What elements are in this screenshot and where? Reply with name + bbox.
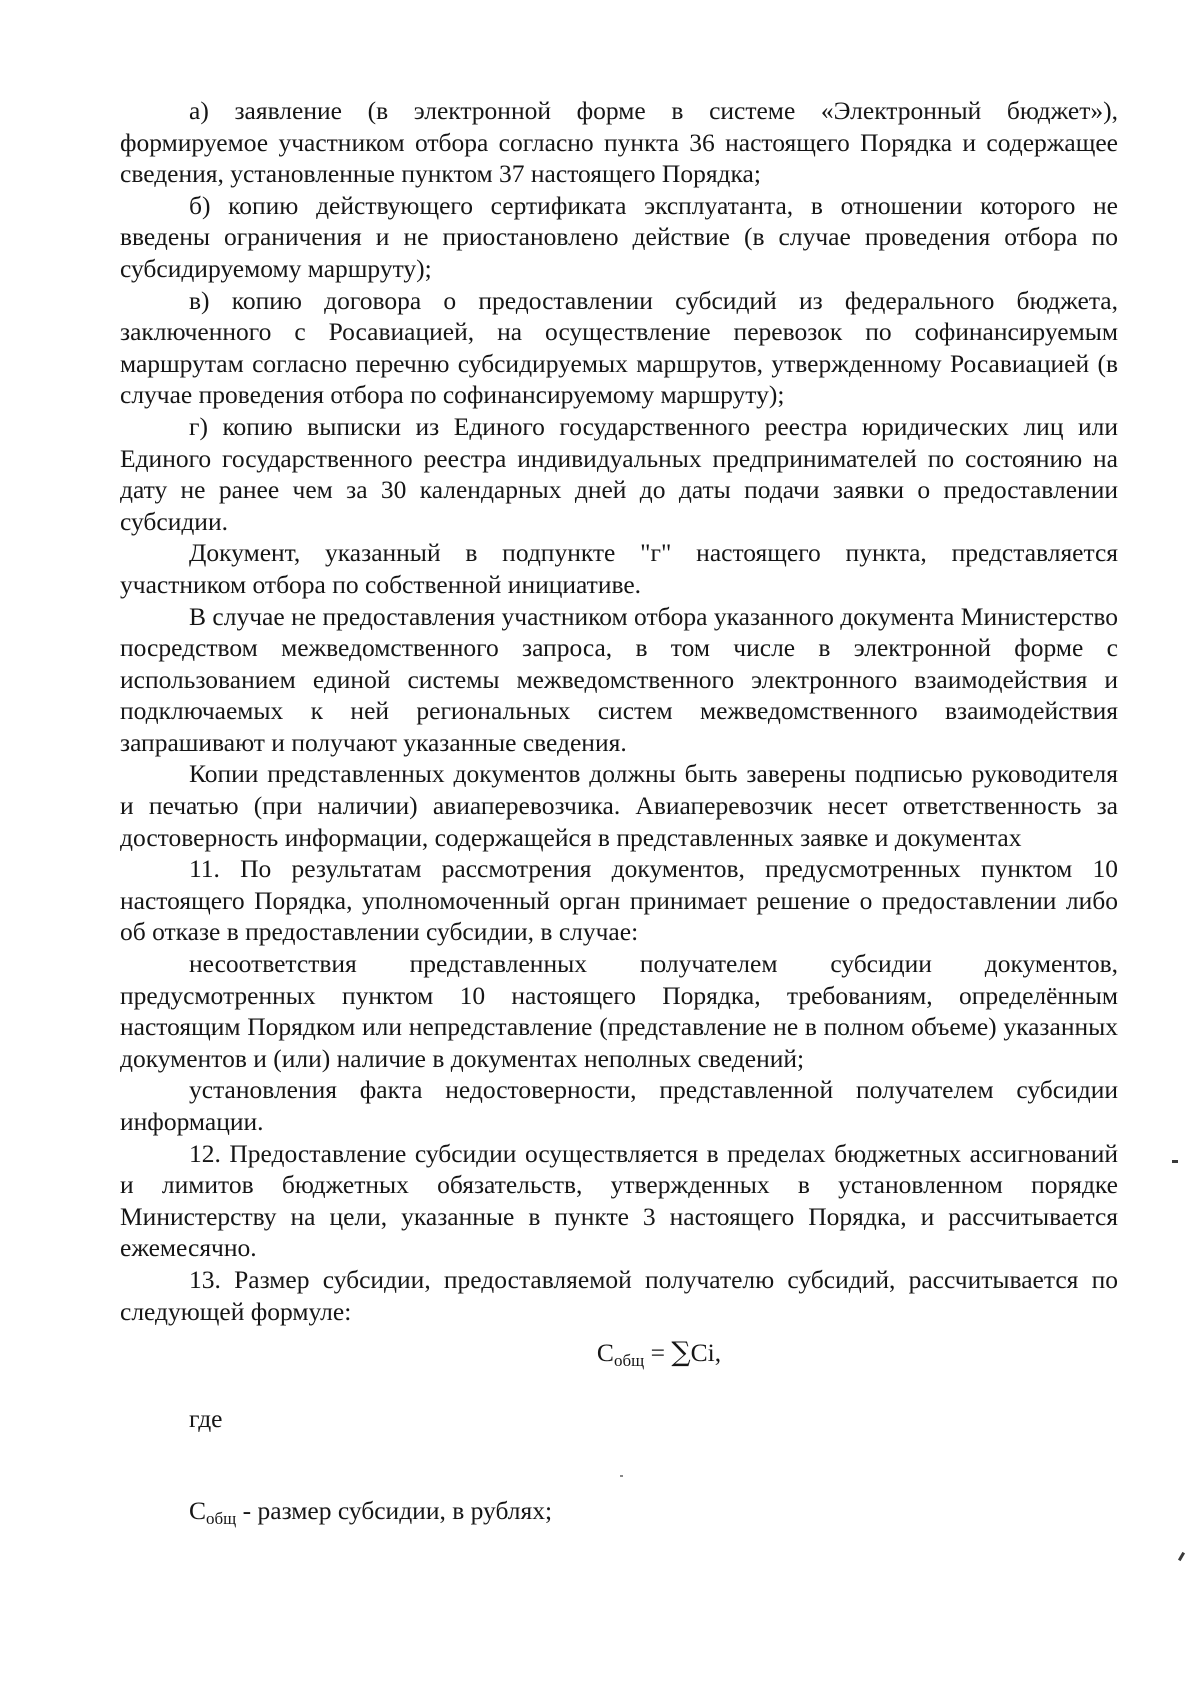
paragraph-a: а) заявление (в электронной форме в системе «Электронный бюджет»), формируемое участником отбора согласно пункта 36 настоящего Порядка и содержащее сведения, установленные пунктом 37 настоящего Порядка; xyxy=(120,96,1118,189)
formula-lhs: С xyxy=(596,1338,614,1368)
definition-symbol-subscript: общ xyxy=(206,1508,237,1528)
paragraph-b: б) копию действующего сертификата эксплуатанта, в отношении которого не введены ограничения и не приостановлено действие (в случае проведения отбора по субсидируемому маршруту); xyxy=(120,190,1118,283)
scan-speck xyxy=(620,1475,623,1477)
definition-text: - размер субсидии, в рублях; xyxy=(236,1495,553,1525)
formula-lhs-subscript: общ xyxy=(613,1351,645,1371)
definition-symbol: С xyxy=(189,1495,207,1525)
paragraph-12: 12. Предоставление субсидии осуществляется в пределах бюджетных ассигнований и лимитов бюджетных обязательств, утвержденных в установленном порядке Министерству на цели, указанные в пункте 3 настоящего Порядка, и рассчитывается ежемесячно. xyxy=(120,1138,1118,1263)
paragraph-11: 11. По результатам рассмотрения документов, предусмотренных пунктом 10 настоящего Порядка, уполномоченный орган принимает решение о предоставлении либо об отказе в предоставлении субсидии, в случае: xyxy=(120,854,1118,947)
formula-equals: = xyxy=(644,1338,672,1368)
paragraph-v: в) копию договора о предоставлении субсидий из федерального бюджета, заключенного с Росавиацией, на осуществление перевозок по софинансируемым маршрутам согласно перечню субсидируемых маршрутов, утвержденному Росавиацией (в случае проведения отбора по софинансируемому маршруту); xyxy=(120,285,1118,410)
scan-speck xyxy=(1172,1160,1178,1163)
paragraph-g: г) копию выписки из Единого государственного реестра юридических лиц или Единого государственного реестра индивидуальных предпринимателей по состоянию на дату не ранее чем за 30 календарных дней до даты подачи заявки о предоставлении субсидии. xyxy=(120,411,1118,536)
paragraph-unreliability: установления факта недостоверности, представленной получателем субсидии информации. xyxy=(120,1075,1118,1136)
paragraph-document-note: Документ, указанный в подпункте "г" настоящего пункта, представляется участником отбора по собственной инициативе. xyxy=(120,538,1118,599)
formula-sigma: ∑ xyxy=(671,1337,691,1369)
paragraph-copies: Копии представленных документов должны быть заверены подписью руководителя и печатью (при наличии) авиаперевозчика. Авиаперевозчик несет ответственность за достоверность информации, содержащейся в представленных заявке и документах xyxy=(120,759,1118,852)
paragraph-interagency-request: В случае не предоставления участником отбора указанного документа Министерство посредством межведомственного запроса, в том числе в электронной форме с использованием единой системы межведомственного электронного взаимодействия и подключаемых к ней региональных систем межведомственного взаимодействия запрашивают и получают указанные сведения. xyxy=(120,601,1118,757)
paragraph-13: 13. Размер субсидии, предоставляемой получателю субсидий, рассчитывается по следующей формуле: xyxy=(120,1264,1118,1326)
formula-rhs: Сi, xyxy=(690,1338,722,1368)
definition-c-total xyxy=(120,1495,1118,1535)
scan-speck xyxy=(1178,1552,1185,1561)
document-page xyxy=(120,95,1118,1534)
where-label: где xyxy=(189,1404,223,1434)
subsidy-formula xyxy=(120,1337,1118,1369)
paragraph-nonconformity: несоответствия представленных получателем субсидии документов, предусмотренных пунктом 10 настоящего Порядка, требованиям, определённым настоящим Порядком или непредставление (представление не в полном объеме) указанных документов и (или) наличие в документах неполных сведений; xyxy=(120,949,1118,1073)
